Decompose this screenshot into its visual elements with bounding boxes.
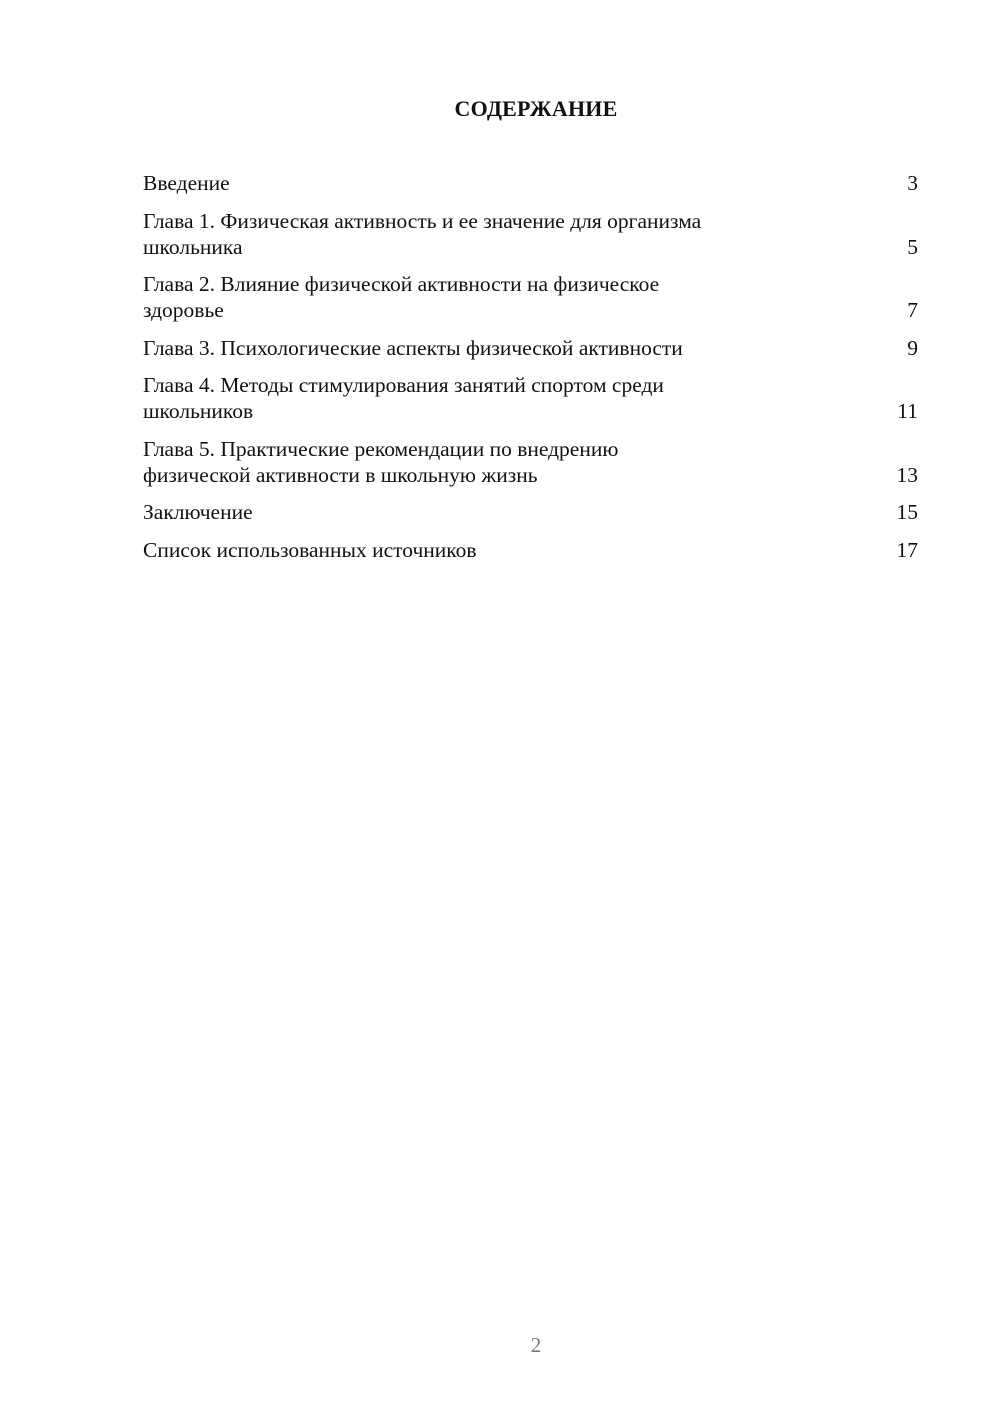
toc-entry-chapter-5 (143, 436, 918, 488)
toc-entry-chapter-4 (143, 372, 918, 424)
toc-entry-page: 17 (896, 537, 918, 562)
toc-entry-page: 7 (907, 298, 918, 322)
toc-entry-introduction (143, 170, 918, 196)
toc-entry-text: Глава 2. Влияние физической активности на физическое здоровье (143, 272, 660, 322)
toc-entry-page: 15 (896, 500, 918, 524)
table-of-contents (143, 170, 918, 574)
toc-entry-page: 11 (897, 399, 918, 423)
toc-entry-page: 9 (907, 335, 918, 360)
toc-entry-chapter-1 (143, 208, 918, 260)
toc-entry-page: 3 (907, 171, 918, 195)
toc-entry-text: Глава 5. Практические рекомендации по внедрению физической активности в школьную жизнь (143, 436, 619, 487)
toc-entry-text: Глава 4. Методы стимулирования занятий спортом среди школьников (143, 373, 664, 423)
toc-entry-text: Глава 3. Психологические аспекты физической активности (143, 335, 683, 360)
page-title: СОДЕРЖАНИЕ (454, 96, 618, 121)
toc-entry-chapter-3 (143, 335, 918, 361)
toc-entry-text: Заключение (143, 500, 253, 524)
toc-entry-chapter-2 (143, 271, 918, 323)
toc-entry-text: Введение (143, 171, 230, 195)
toc-entry-references (143, 537, 918, 563)
toc-entry-page: 13 (896, 462, 918, 487)
toc-entry-conclusion (143, 499, 918, 525)
page-number: 2 (530, 1333, 542, 1357)
toc-entry-page: 5 (907, 234, 918, 259)
toc-entry-text: Список использованных источников (143, 537, 477, 562)
toc-entry-text: Глава 1. Физическая активность и ее значение для организма школьника (143, 208, 702, 259)
